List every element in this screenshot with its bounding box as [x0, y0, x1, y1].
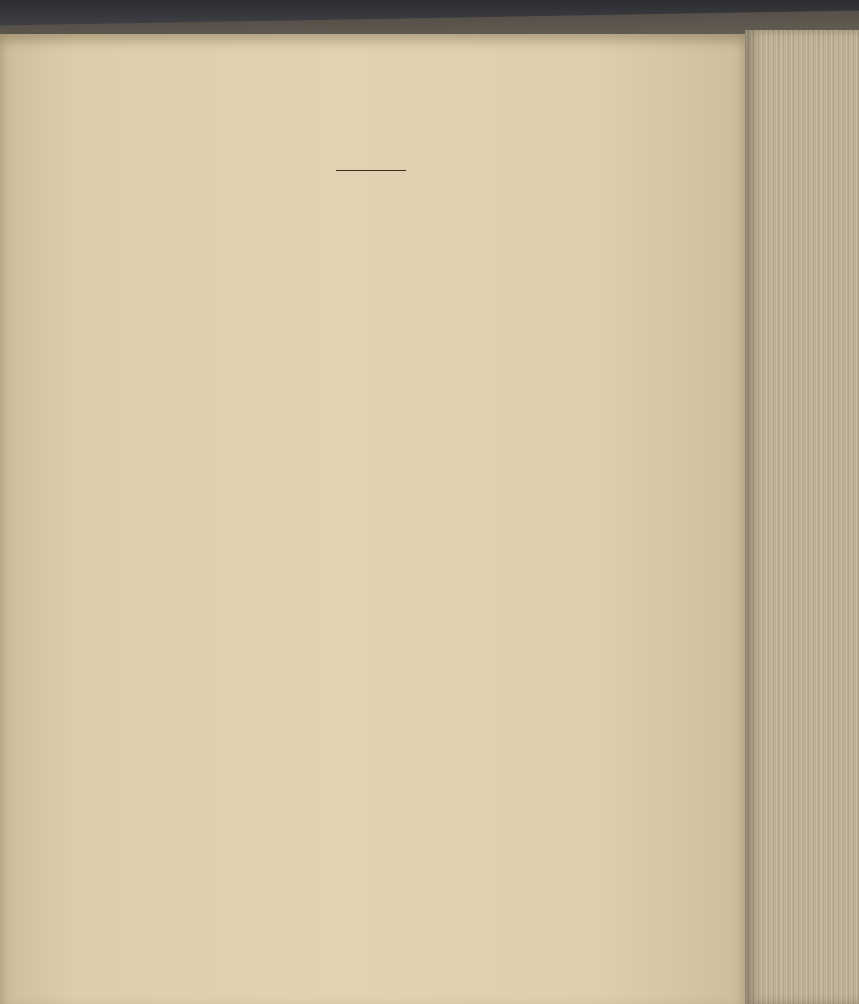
page-edges	[745, 30, 859, 1004]
section-divider	[336, 170, 406, 171]
page-text	[60, 160, 682, 189]
